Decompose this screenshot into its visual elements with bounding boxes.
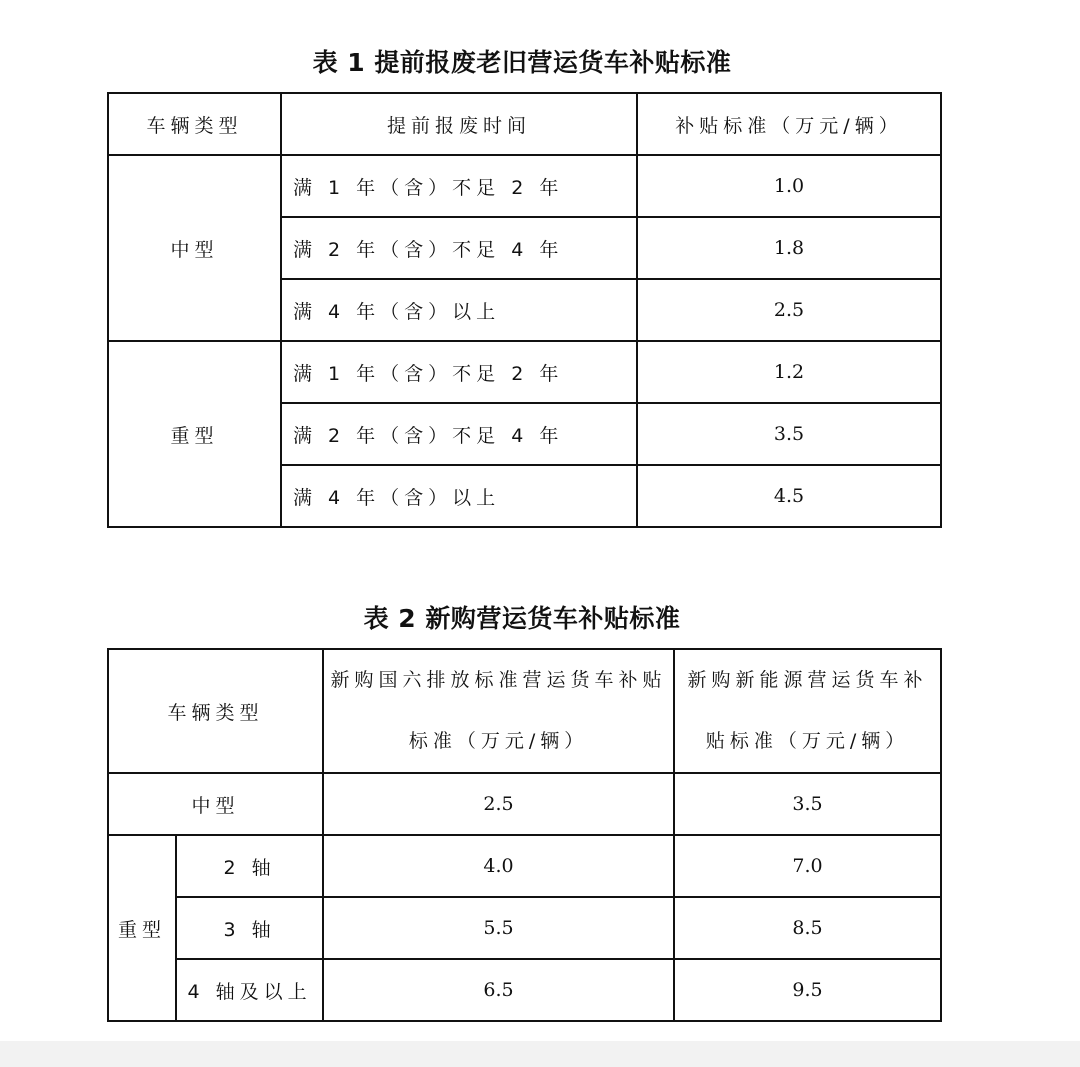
scrap-subsidy-table <box>107 92 942 528</box>
vehicle-type-heavy: 重型 <box>108 341 281 527</box>
vehicle-type-medium: 中型 <box>108 155 281 341</box>
header-nev-line2: 贴标准（万元/辆） <box>705 730 910 752</box>
subsidy-value: 1.0 <box>637 155 941 217</box>
guo6-subsidy-value: 4.0 <box>323 835 674 897</box>
header-nev-subsidy <box>674 649 941 773</box>
header-scrap-time: 提前报废时间 <box>281 93 637 155</box>
table-header-row <box>108 93 941 155</box>
vehicle-type-heavy: 重型 <box>108 835 176 1021</box>
table-header-row <box>108 649 941 773</box>
table-row <box>108 835 941 897</box>
scrap-period: 满 2 年（含）不足 4 年 <box>281 217 637 279</box>
table-row <box>108 341 941 403</box>
table-row <box>108 773 941 835</box>
header-guo6-line1: 新购国六排放标准营运货车补贴 <box>330 669 667 691</box>
header-subsidy-standard: 补贴标准（万元/辆） <box>637 93 941 155</box>
header-vehicle-type: 车辆类型 <box>108 93 281 155</box>
scrap-period: 满 4 年（含）以上 <box>281 279 637 341</box>
subsidy-value: 4.5 <box>637 465 941 527</box>
table-row <box>108 959 941 1021</box>
axle-count: 3 轴 <box>176 897 323 959</box>
scrap-period: 满 4 年（含）以上 <box>281 465 637 527</box>
axle-count: 2 轴 <box>176 835 323 897</box>
guo6-subsidy-value: 6.5 <box>323 959 674 1021</box>
table-row <box>108 897 941 959</box>
vehicle-type-medium: 中型 <box>108 773 323 835</box>
subsidy-value: 1.8 <box>637 217 941 279</box>
header-vehicle-type: 车辆类型 <box>108 649 323 773</box>
guo6-subsidy-value: 2.5 <box>323 773 674 835</box>
scrap-period: 满 1 年（含）不足 2 年 <box>281 341 637 403</box>
table-row <box>108 155 941 217</box>
nev-subsidy-value: 9.5 <box>674 959 941 1021</box>
header-guo6-subsidy <box>323 649 674 773</box>
subsidy-value: 3.5 <box>637 403 941 465</box>
table2-title: 表 2 新购营运货车补贴标准 <box>363 604 681 633</box>
header-nev-line1: 新购新能源营运货车补 <box>687 669 928 691</box>
nev-subsidy-value: 8.5 <box>674 897 941 959</box>
table1-title: 表 1 提前报废老旧营运货车补贴标准 <box>312 48 732 77</box>
nev-subsidy-value: 3.5 <box>674 773 941 835</box>
subsidy-value: 1.2 <box>637 341 941 403</box>
scrap-period: 满 2 年（含）不足 4 年 <box>281 403 637 465</box>
guo6-subsidy-value: 5.5 <box>323 897 674 959</box>
bottom-band <box>0 1041 1080 1067</box>
header-guo6-line2: 标准（万元/辆） <box>408 730 589 752</box>
new-purchase-subsidy-table <box>107 648 942 1022</box>
scrap-period: 满 1 年（含）不足 2 年 <box>281 155 637 217</box>
subsidy-value: 2.5 <box>637 279 941 341</box>
axle-count: 4 轴及以上 <box>176 959 323 1021</box>
nev-subsidy-value: 7.0 <box>674 835 941 897</box>
